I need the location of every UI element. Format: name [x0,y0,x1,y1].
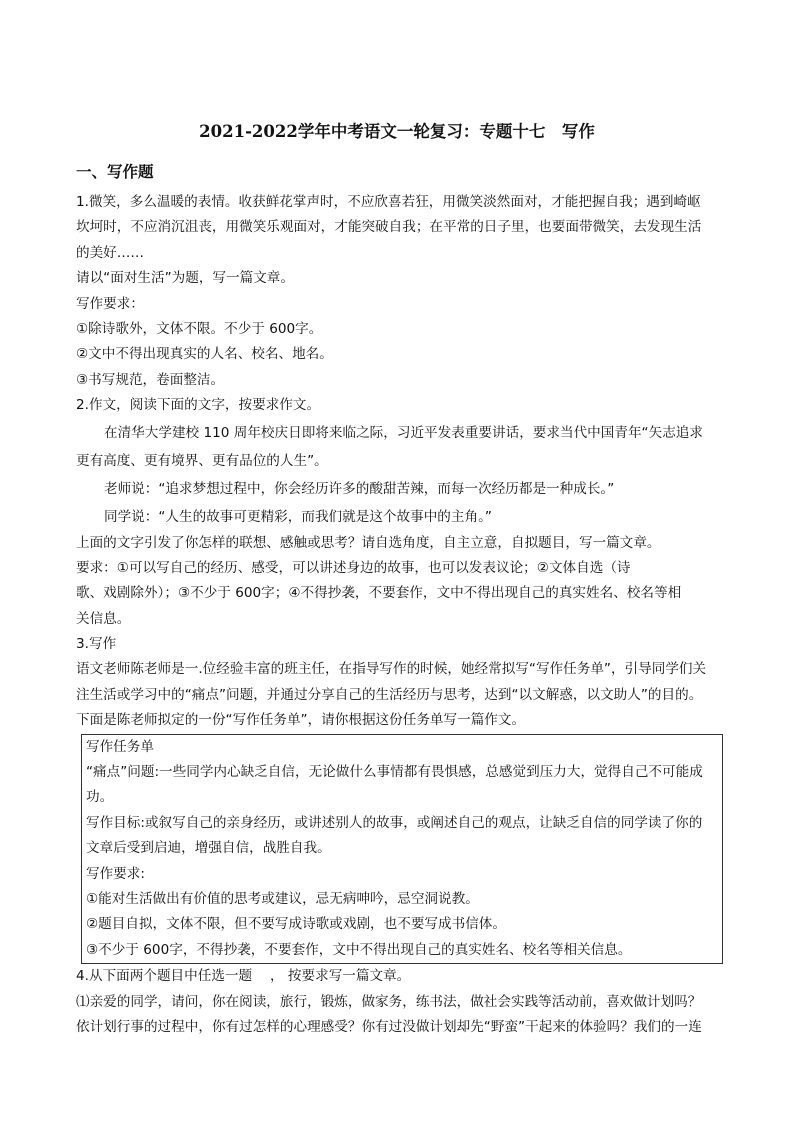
text-line: 在清华大学建校 110 周年校庆日即将来临之际，习近平发表重要讲话，要求当代中国青年“矢志追求 [104,424,703,441]
text-line: 关信息。 [76,610,131,627]
question-2 [76,393,718,632]
text-line: 3.写作 [76,636,117,653]
text-line: 写作要求： [76,295,144,312]
text-line: 上面的文字引发了你怎样的联想、感触或思考？请自选角度，自主立意，自拟题目，写一篇文章。 [76,534,661,551]
text-line: “痛点”问题:一些同学内心缺乏自信，无论做什么事情都有畏惧感，总感觉到压力大，觉得自己不可能成 [86,764,703,781]
text-line: 坎坷时，不应消沉沮丧，用微笑乐观面对，才能突破自我；在平常的日子里，也要面带微笑，去发现生活 [76,219,702,236]
question-4 [76,964,718,1040]
text-line: 1.微笑，多么温暖的表情。收获鲜花掌声时，不应欣喜若狂，用微笑淡然面对，才能把握自我；遇到崎岖 [76,194,701,210]
text-line: ⑴亲爱的同学，请问，你在阅读，旅行，锻炼，做家务，练书法，做社会实践等活动前，喜欢做计划吗？ [76,993,702,1010]
question-1 [76,190,718,393]
section-heading: 一、写作题 [76,163,154,181]
text-line: 的美好…… [76,244,144,261]
text-line: 写作要求: [86,865,145,882]
question-3 [76,632,718,964]
text-line: 老师说：“追求梦想过程中，你会经历许多的酸甜苦辣，而每一次经历都是一种成长。” [104,480,615,497]
text-line: 依计划行事的过程中，你有过怎样的心理感受？你有过没做计划却先“野蛮”干起来的体验吗？我们的一连 [76,1018,702,1035]
text-line: 要求：①可以写自己的经历、感受，可以讲述身边的故事，也可以发表议论；②文体自选（诗 [76,559,631,576]
text-line: 文章后受到启迪，增强自信，战胜自我。 [86,840,331,857]
text-line: 2.作文，阅读下面的文字，按要求作文。 [76,397,321,414]
text-line: 歌、戏剧除外）；③不少于 600字；④不得抄袭，不要套作，文中不得出现自己的真实姓名、校名等相 [76,585,682,602]
text-line: 写作目标:或叙写自己的亲身经历，或讲述别人的故事，或阐述自己的观点，让缺乏自信的同学读了你的 [86,814,703,831]
text-line: ③书写规范，卷面整洁。 [76,371,225,388]
page-title: 2021-2022学年中考语文一轮复习：专题十七 写作 [199,122,595,141]
text-line: 4.从下面两个题目中任选一题 ， 按要求写一篇文章。 [76,968,411,985]
text-line: 注生活或学习中的“痛点”问题，并通过分享自己的生活经历与思考，达到“以文解惑，以文助人”的目的。 [76,686,703,703]
text-line: 语文老师陈老师是一.位经验丰富的班主任，在指导写作的时候，她经常拟写“写作任务单”，引导同学们关 [76,661,707,678]
text-line: ②文中不得出现真实的人名、校名、地名。 [76,346,333,363]
text-line: ②题目自拟，文体不限，但不要写成诗歌或戏剧，也不要写成书信体。 [86,916,506,933]
document-body [76,190,718,1040]
text-line: 同学说：“人生的故事可更精彩，而我们就是这个故事中的主角。” [104,508,492,525]
text-line: ①能对生活做出有价值的思考或建议，忌无病呻吟，忌空洞说教。 [86,890,479,907]
text-line: 下面是陈老师拟定的一份“写作任务单”，请你根据这份任务单写一篇作文。 [76,712,526,729]
task-sheet-title: 写作任务单 [86,738,154,755]
text-line: ①除诗歌外，文体不限。不少于 600字。 [76,320,323,337]
text-line: 功。 [86,789,114,806]
task-sheet-box [81,734,723,965]
text-line: 请以“面对生活”为题，写一篇文章。 [76,270,294,287]
text-line: ③不少于 600字，不得抄袭，不要套作，文中不得出现自己的真实姓名、校名等相关信息。 [86,941,632,958]
text-line: 更有高度、更有境界、更有品位的人生”。 [76,452,328,469]
